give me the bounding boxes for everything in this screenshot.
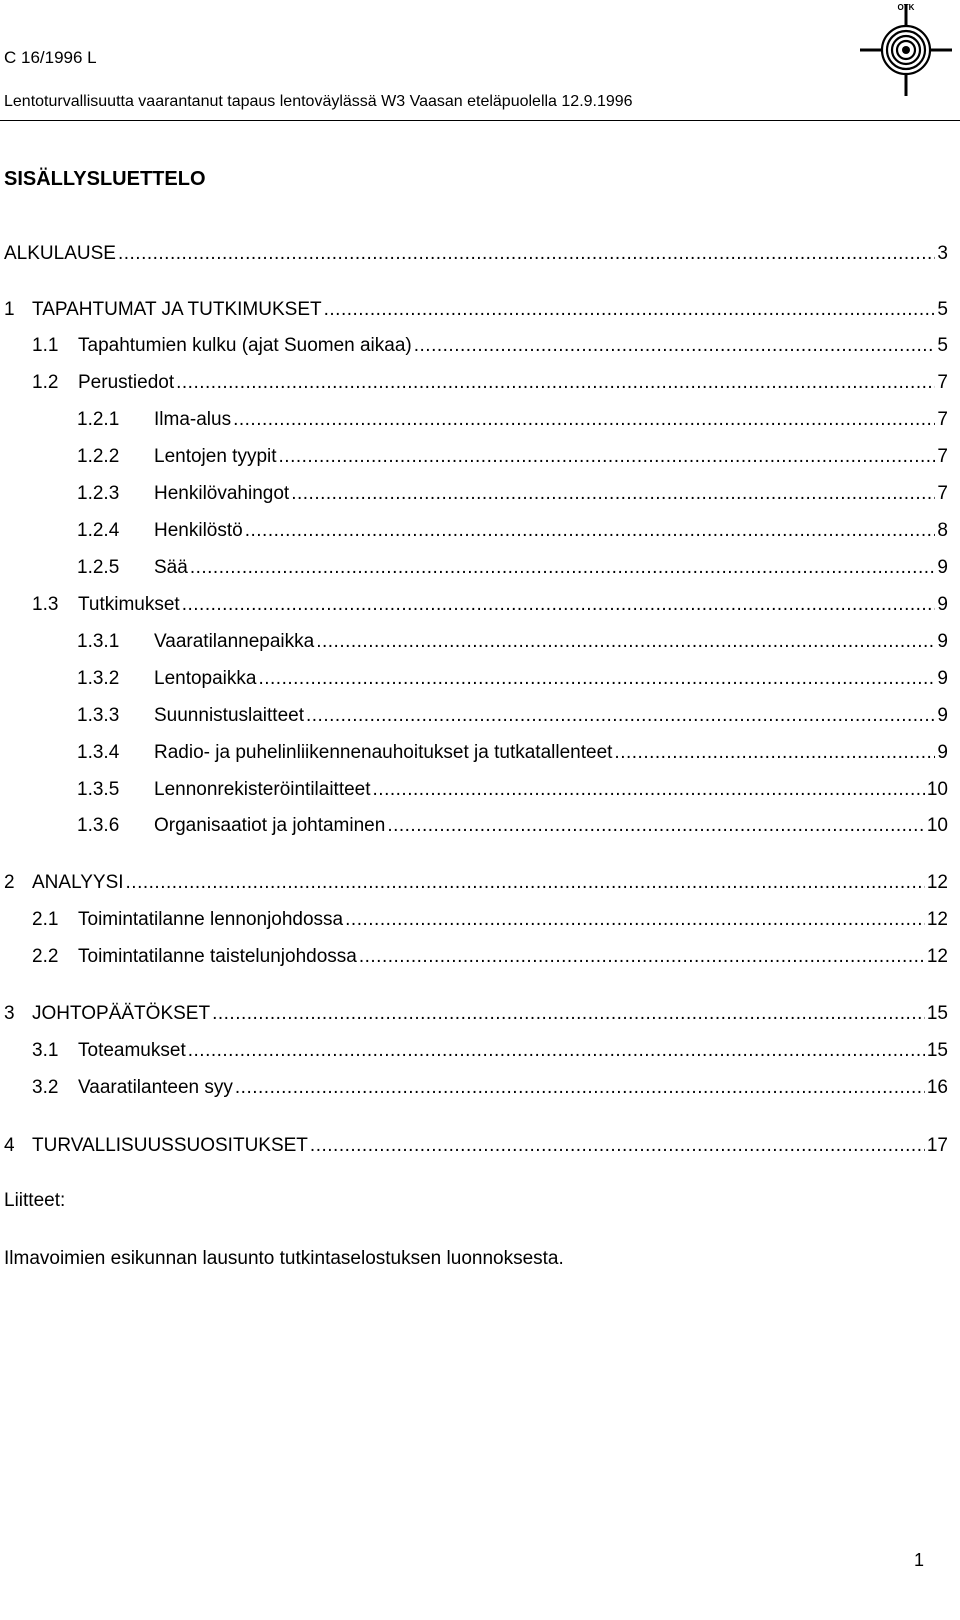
toc-entry-page: 9 (935, 740, 948, 766)
header-title: Lentoturvallisuutta vaarantanut tapaus lentoväylässä W3 Vaasan eteläpuolella 12.9.1996 (4, 93, 633, 110)
toc-entry-title: Organisaatiot ja johtaminen (154, 813, 387, 839)
toc-entry-page: 8 (935, 518, 948, 544)
toc-entry-number: 1.3.1 (77, 631, 120, 652)
toc-entry[interactable] (4, 907, 956, 933)
dot-leader (188, 1038, 925, 1064)
toc-entry-number: 1.2.2 (77, 446, 120, 467)
dot-leader (212, 1001, 925, 1027)
accident-investigation-board-logo (856, 0, 956, 100)
toc-entry-title: Lentojen tyypit (154, 444, 279, 470)
toc-entry-page: 9 (935, 629, 948, 655)
toc-entry-title: Lentopaikka (154, 666, 258, 692)
dot-leader (373, 777, 925, 803)
toc-entry-page: 10 (925, 813, 948, 839)
toc-entry-title: TURVALLISUUSSUOSITUKSET (32, 1133, 310, 1159)
dot-leader (291, 481, 935, 507)
toc-entry[interactable] (4, 481, 956, 507)
toc-entry-title: ANALYYSI (32, 870, 126, 896)
toc-entry[interactable] (4, 944, 956, 970)
toc-entry-number: 1.3 (32, 594, 59, 615)
dot-leader (233, 407, 935, 433)
dot-leader (190, 555, 936, 581)
toc-entry[interactable] (4, 241, 956, 267)
toc-entry-title: Lennonrekisteröintilaitteet (154, 777, 373, 803)
toc-entry-title: Radio- ja puhelinliikennenauhoitukset ja tutkatallenteet (154, 740, 614, 766)
toc-entry[interactable] (4, 870, 956, 896)
toc-entry-number: 1.3.6 (77, 815, 120, 836)
toc-entry-title: Henkilöstö (154, 518, 245, 544)
toc-entry[interactable] (4, 297, 956, 323)
toc-entry-title: Toimintatilanne taistelunjohdossa (78, 944, 359, 970)
toc-entry-page: 9 (935, 555, 948, 581)
toc-entry-page: 12 (925, 907, 948, 933)
toc-entry-number: 1.2.4 (77, 520, 120, 541)
toc-entry-title: Perustiedot (78, 370, 176, 396)
toc-entry-title: TAPAHTUMAT JA TUTKIMUKSET (32, 297, 324, 323)
dot-leader (310, 1133, 925, 1159)
toc-entry-page: 5 (935, 297, 948, 323)
toc-entry-page: 17 (925, 1133, 948, 1159)
toc-entry[interactable] (4, 777, 956, 803)
toc-entry-page: 15 (925, 1038, 948, 1064)
dot-leader (414, 333, 936, 359)
toc-entry-title: Suunnistuslaitteet (154, 703, 306, 729)
toc-entry-page: 3 (935, 241, 948, 267)
toc-entry[interactable] (4, 333, 956, 359)
toc-entry[interactable] (4, 1038, 956, 1064)
toc-entry-number: 1.3.3 (77, 705, 120, 726)
toc-entry-page: 7 (935, 444, 948, 470)
toc-entry-page: 15 (925, 1001, 948, 1027)
toc-entry[interactable] (4, 555, 956, 581)
toc-entry[interactable] (4, 592, 956, 618)
toc-entry-number: 2.1 (32, 909, 59, 930)
toc-entry-page: 9 (935, 703, 948, 729)
dot-leader (126, 870, 925, 896)
dot-leader (176, 370, 935, 396)
dot-leader (245, 518, 936, 544)
dot-leader (324, 297, 936, 323)
toc-entry-title: Tutkimukset (78, 592, 182, 618)
toc-entry-page: 7 (935, 481, 948, 507)
toc-entry[interactable] (4, 1001, 956, 1027)
svg-text:OTK: OTK (897, 3, 915, 12)
toc-entry[interactable] (4, 1075, 956, 1101)
page-number: 1 (914, 1550, 925, 1570)
toc-entry-number: 3.2 (32, 1077, 59, 1098)
toc-entry[interactable] (4, 444, 956, 470)
toc-entry-title: ALKULAUSE (4, 241, 118, 267)
toc-entry-number: 1.2.5 (77, 557, 120, 578)
dot-leader (182, 592, 936, 618)
toc-entry-number: 3 (4, 1003, 15, 1024)
toc-entry-title: Tapahtumien kulku (ajat Suomen aikaa) (78, 333, 414, 359)
toc-entry[interactable] (4, 407, 956, 433)
toc-entry-title: Sää (154, 555, 190, 581)
toc-entry-number: 3.1 (32, 1040, 59, 1061)
header-code: C 16/1996 L (4, 48, 97, 67)
toc-entry-title: JOHTOPÄÄTÖKSET (32, 1001, 212, 1027)
toc-entry-title: Toimintatilanne lennonjohdossa (78, 907, 345, 933)
toc-entry-number: 1.3.4 (77, 742, 120, 763)
dot-leader (235, 1075, 925, 1101)
toc-entry[interactable] (4, 370, 956, 396)
toc-entry-title: Ilma-alus (154, 407, 233, 433)
toc-entry-title: Vaaratilanteen syy (78, 1075, 235, 1101)
dot-leader (359, 944, 925, 970)
dot-leader (345, 907, 925, 933)
toc-entry-number: 2 (4, 872, 15, 893)
toc-entry-page: 5 (935, 333, 948, 359)
toc-entry-number: 4 (4, 1135, 15, 1156)
toc-entry-page: 9 (935, 666, 948, 692)
dot-leader (316, 629, 935, 655)
toc-entry-page: 16 (925, 1075, 948, 1101)
attachment-item: Ilmavoimien esikunnan lausunto tutkintaselostuksen luonnoksesta. (4, 1248, 564, 1269)
toc-entry-number: 1.3.2 (77, 668, 120, 689)
toc-entry[interactable] (4, 703, 956, 729)
dot-leader (118, 241, 935, 267)
toc-entry[interactable] (4, 666, 956, 692)
toc-entry-number: 1 (4, 299, 15, 320)
toc-entry-number: 2.2 (32, 946, 59, 967)
toc-entry[interactable] (4, 740, 956, 766)
toc-entry-number: 1.2.3 (77, 483, 120, 504)
toc-entry-page: 12 (925, 870, 948, 896)
toc-entry[interactable] (4, 518, 956, 544)
toc-entry-title: Toteamukset (78, 1038, 188, 1064)
toc-entry-page: 12 (925, 944, 948, 970)
attachments-label: Liitteet: (4, 1190, 66, 1211)
dot-leader (614, 740, 935, 766)
toc-entry-number: 1.2.1 (77, 409, 120, 430)
toc-entry[interactable] (4, 629, 956, 655)
toc-entry-number: 1.3.5 (77, 779, 120, 800)
dot-leader (306, 703, 935, 729)
toc-entry[interactable] (4, 813, 956, 839)
toc-heading: SISÄLLYSLUETTELO (4, 168, 206, 190)
toc-entry-number: 1.1 (32, 335, 59, 356)
dot-leader (258, 666, 935, 692)
toc-entry-title: Henkilövahingot (154, 481, 291, 507)
toc-entry-page: 7 (935, 407, 948, 433)
toc-entry[interactable] (4, 1133, 956, 1159)
toc-entry-number: 1.2 (32, 372, 59, 393)
header-rule (0, 120, 960, 121)
toc-entry-page: 10 (925, 777, 948, 803)
toc-entry-page: 7 (935, 370, 948, 396)
dot-leader (387, 813, 925, 839)
dot-leader (279, 444, 936, 470)
toc-entry-title: Vaaratilannepaikka (154, 629, 316, 655)
toc-entry-page: 9 (935, 592, 948, 618)
